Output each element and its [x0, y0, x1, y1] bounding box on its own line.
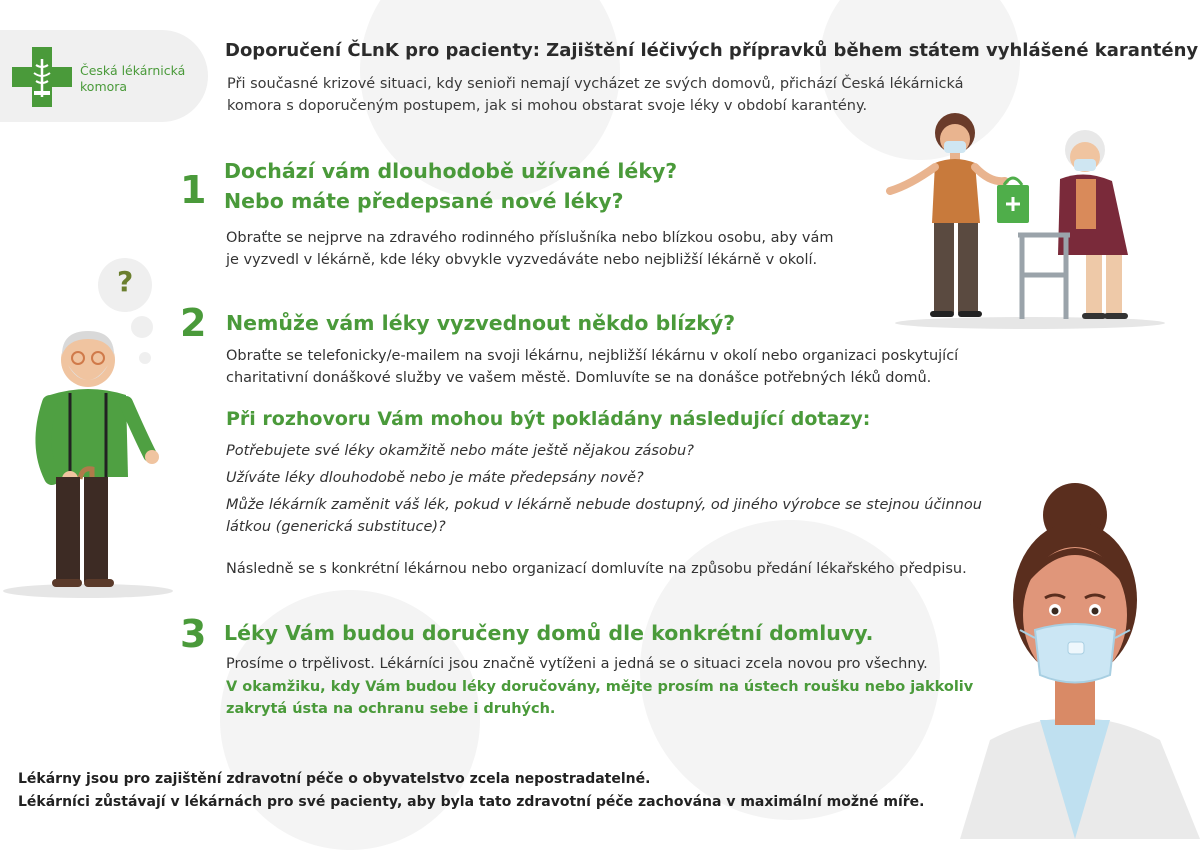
- step-3-highlight-line: zakrytá ústa na ochranu sebe i druhých.: [226, 701, 556, 717]
- questions-list: [226, 440, 1016, 538]
- step-2-number: 2: [180, 301, 207, 345]
- question-item: Potřebujete své léky okamžitě nebo máte ještě nějakou zásobu?: [226, 443, 694, 459]
- logo-text: [80, 63, 200, 95]
- question-item: Užíváte léky dlouhodobě nebo je máte předepsány nově?: [226, 470, 644, 486]
- footer-line: Lékárníci zůstávají v lékárnách pro své pacienty, aby byla tato zdravotní péče zachována v maximální možné míře.: [18, 794, 925, 810]
- step-1-text-line: Obraťte se nejprve na zdravého rodinného příslušníka nebo blízkou osobu, aby vám: [226, 230, 834, 246]
- step-1-text: [226, 227, 866, 271]
- pharmacist-illustration: [950, 480, 1200, 839]
- intro-line: Při současné krizové situaci, kdy senioři nemají vycházet ze svých domovů, přichází Česká lékárnická: [227, 76, 964, 92]
- elderly-man-illustration: [0, 255, 180, 600]
- step-3-text: Prosíme o trpělivost. Lékárníci jsou značně vytíženi a jedná se o situaci zcela novou pro všechny.: [226, 656, 928, 672]
- step-3-heading: Léky Vám budou doručeny domů dle konkrétní domluvy.: [224, 621, 874, 645]
- step-2-text-line: charitativní donáškové služby ve vašem městě. Domluvíte se na donášce potřebných léků domů.: [226, 370, 932, 386]
- step-1-text-line: je vyzvedl v lékárně, kde léky obvykle vyzvedáváte nebo nejbližší lékárně v okolí.: [226, 252, 818, 268]
- question-item: Může lékárník zaměnit váš lék, pokud v lékárně nebude dostupný, od jiného výrobce se stejnou účinnou: [226, 497, 982, 513]
- step-3-highlight-line: V okamžiku, kdy Vám budou léky doručovány, mějte prosím na ústech roušku nebo jakkoliv: [226, 679, 974, 695]
- step-3-number: 3: [180, 612, 207, 656]
- logo-name-line2: komora: [80, 79, 128, 94]
- question-mark-icon: ?: [117, 265, 134, 298]
- step-2-text-line: Obraťte se telefonicky/e-mailem na svoji lékárnu, nejbližší lékárnu v okolí nebo organizaci poskytující: [226, 348, 959, 364]
- footer-note: [18, 768, 968, 814]
- logo-name-line1: Česká lékárnická: [80, 63, 186, 78]
- step-2-text: [226, 345, 1016, 389]
- step-1-heading-line: Dochází vám dlouhodobě užívané léky?: [224, 159, 678, 183]
- page-title: Doporučení ČLnK pro pacienty: Zajištění léčivých přípravků během státem vyhlášené karantény: [225, 40, 1199, 61]
- step-3-highlight: [226, 676, 1006, 720]
- question-item: látkou (generická substituce)?: [226, 519, 446, 535]
- step-1-heading: [224, 156, 677, 216]
- questions-heading: Při rozhovoru Vám mohou být pokládány následující dotazy:: [226, 408, 871, 430]
- step-1-heading-line: Nebo máte předepsané nové léky?: [224, 189, 624, 213]
- pharmacy-cross-logo-icon: [12, 47, 72, 107]
- intro-line: komora s doporučeným postupem, jak si mohou obstarat svoje léky v období karantény.: [227, 98, 868, 114]
- footer-line: Lékárny jsou pro zajištění zdravotní péče o obyvatelstvo zcela nepostradatelné.: [18, 771, 651, 787]
- step-1-number: 1: [180, 168, 207, 212]
- step-2-heading: Nemůže vám léky vyzvednout někdo blízký?: [226, 311, 736, 335]
- caregiver-and-senior-illustration: [880, 105, 1180, 335]
- questions-followup: Následně se s konkrétní lékárnou nebo organizací domluvíte na způsobu předání lékařského předpisu.: [226, 561, 967, 577]
